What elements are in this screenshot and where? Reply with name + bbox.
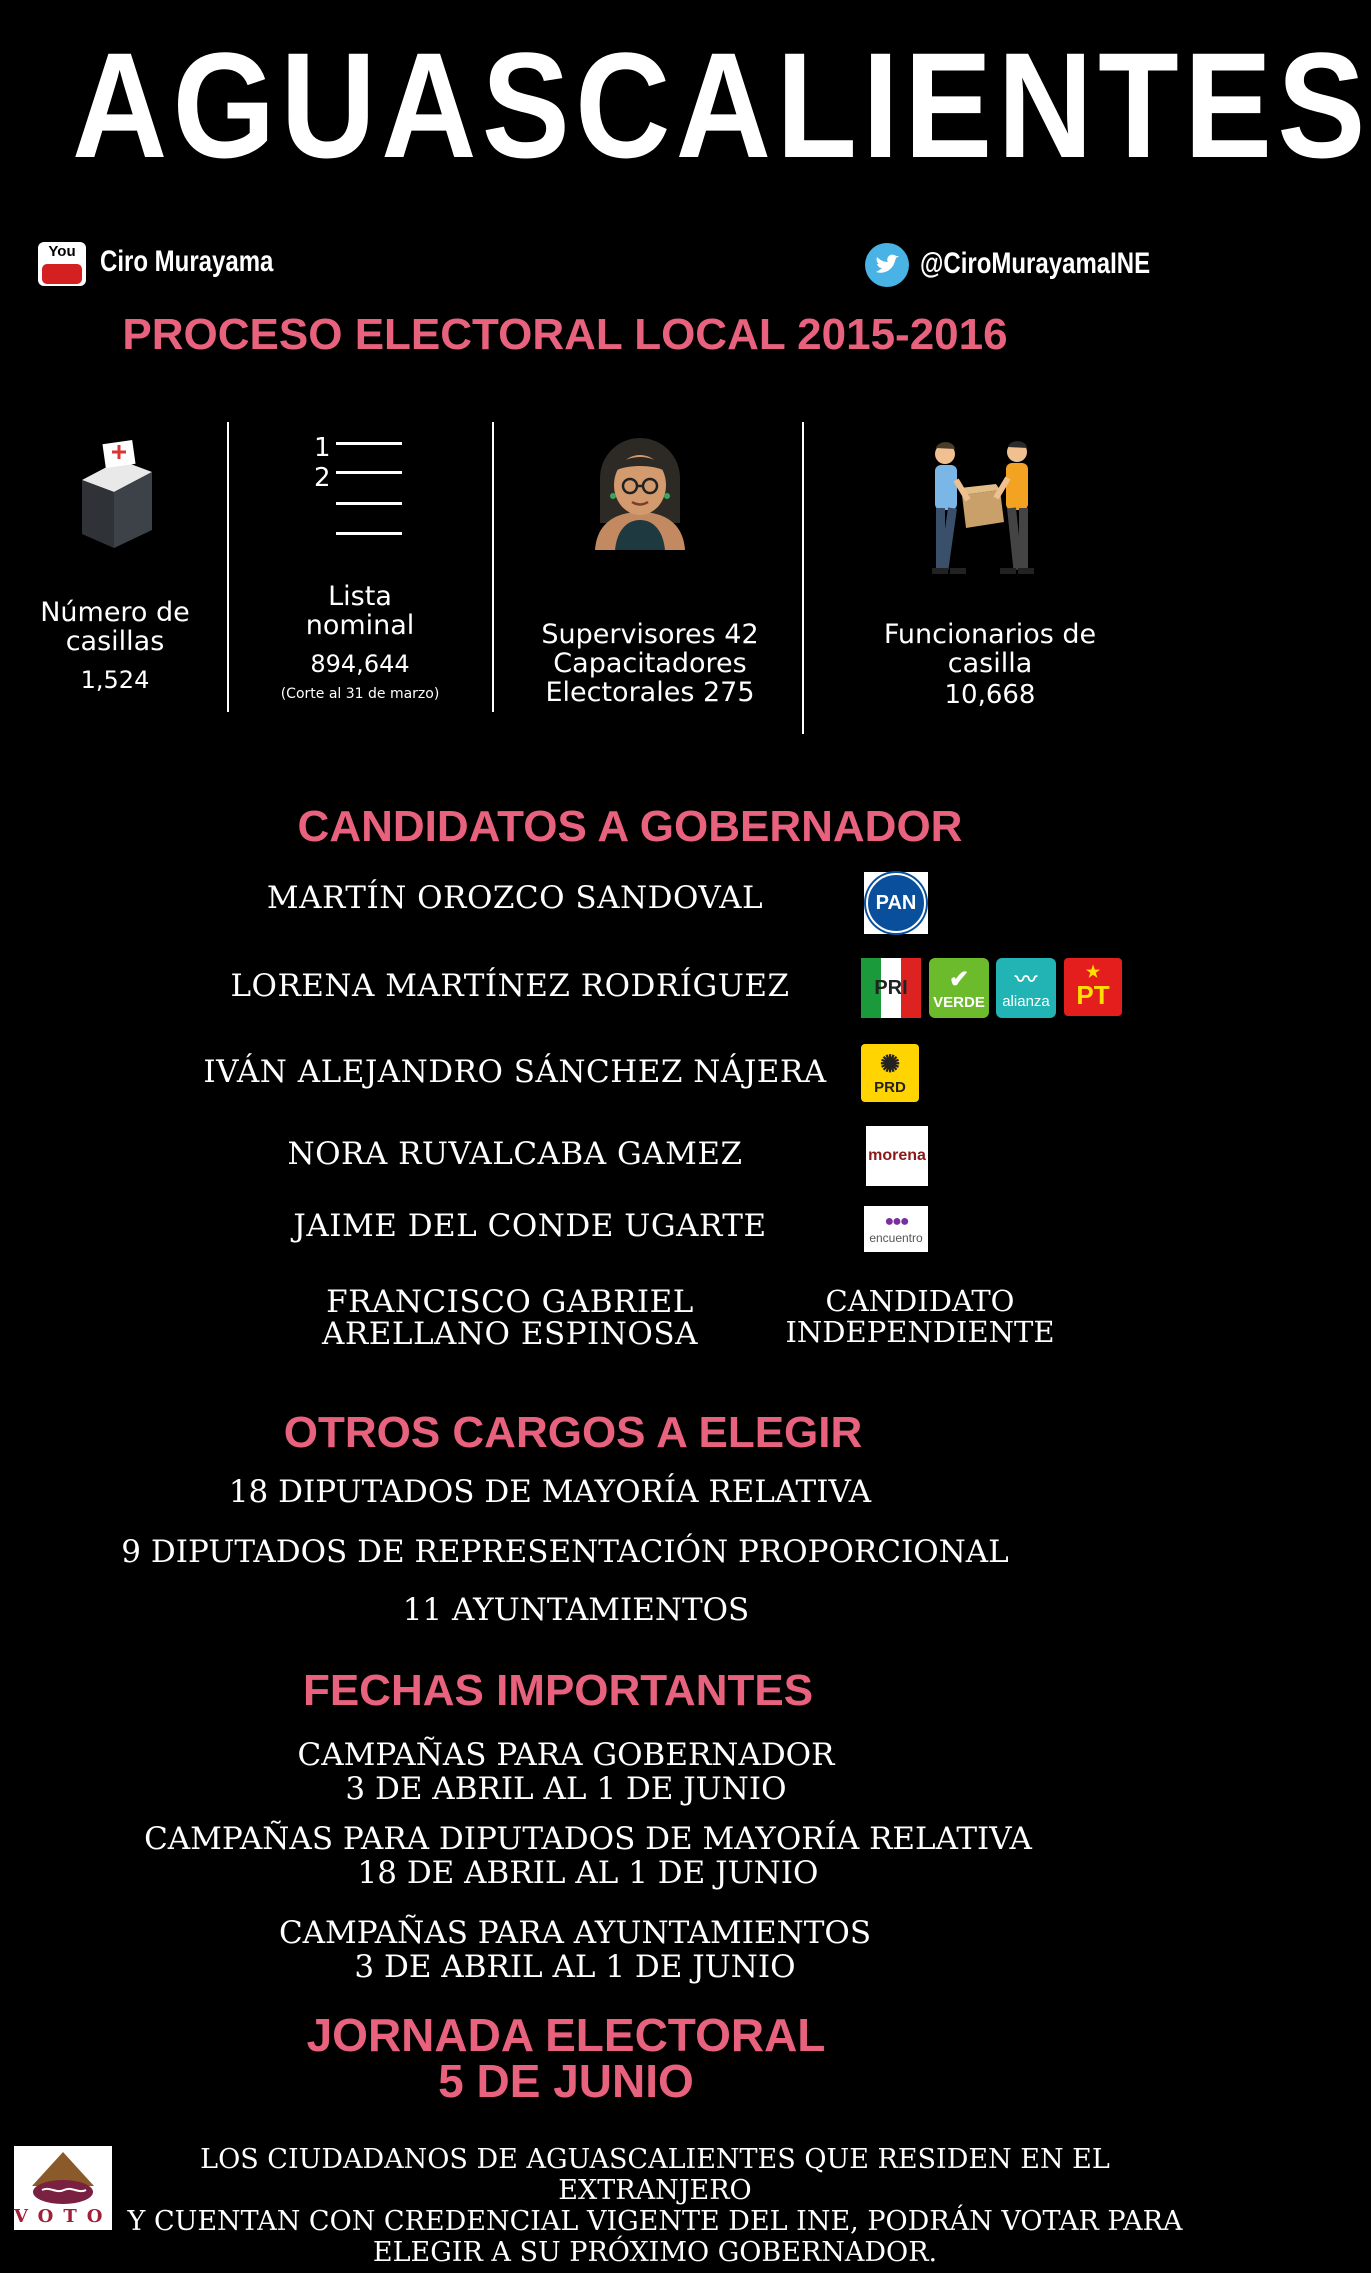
candidate-name: LORENA MARTÍNEZ RODRÍGUEZ: [230, 968, 790, 1004]
pan-logo: PAN: [864, 872, 928, 934]
lista-value: 894,644: [310, 650, 410, 678]
svg-text:2: 2: [314, 463, 331, 493]
casillas-label-2: casillas: [65, 626, 165, 657]
stat-divider: [492, 422, 494, 712]
pri-logo: PRI: [861, 958, 921, 1018]
supervisores-line-2: Capacitadores: [553, 648, 747, 679]
casillas-label-1: Número de: [40, 597, 190, 628]
fechas-heading: FECHAS IMPORTANTES: [302, 1666, 814, 1715]
jornada-heading: JORNADA ELECTORAL 5 DE JUNIO: [306, 2009, 826, 2107]
twitter-link[interactable]: [864, 242, 1184, 290]
lista-note: (Corte al 31 de marzo): [280, 686, 440, 702]
candidate-name: NORA RUVALCABA GAMEZ: [287, 1136, 743, 1172]
stat-lista: [240, 430, 480, 710]
twitter-handle: @CiroMurayamaINE: [920, 247, 1151, 280]
fecha-item: CAMPAÑAS PARA DIPUTADOS DE MAYORÍA RELATIVA 18 DE ABRIL AL 1 DE JUNIO: [144, 1821, 1032, 1891]
stat-casillas: [20, 430, 210, 710]
youtube-link[interactable]: [38, 240, 278, 288]
candidate-name: JAIME DEL CONDE UGARTE: [293, 1208, 767, 1244]
supervisores-line-1: Supervisores 42: [541, 619, 759, 650]
otros-cargos-heading: OTROS CARGOS A ELEGIR: [283, 1408, 863, 1457]
fecha-item: CAMPAÑAS PARA GOBERNADOR 3 DE ABRIL AL 1 DE JUNIO: [297, 1737, 835, 1807]
nueva-alianza-logo: 〰 alianza: [996, 958, 1056, 1018]
page-title: AGUASCALIENTES: [72, 21, 1371, 189]
morena-logo: morena: [866, 1126, 928, 1186]
youtube-name: Ciro Murayama: [100, 245, 274, 278]
cargo-item: 18 DIPUTADOS DE MAYORÍA RELATIVA: [228, 1474, 872, 1510]
cargo-item: 9 DIPUTADOS DE REPRESENTACIÓN PROPORCIONAL: [121, 1534, 1009, 1570]
numbered-list-icon: [312, 430, 412, 540]
funcionarios-value: 10,668: [944, 680, 1036, 710]
lista-label-1: Lista: [328, 581, 392, 612]
lista-label-2: nominal: [305, 610, 415, 641]
footer-message: LOS CIUDADANOS DE AGUASCALIENTES QUE RESIDEN EN EL EXTRANJERO Y CUENTAN CON CREDENCIAL VIGENTE DEL INE, PODRÁN VOTAR PARA ELEGIR A SU PRÓXIMO GOBERNADOR.: [127, 2144, 1183, 2268]
voto-logo: VOTO: [14, 2146, 112, 2230]
pt-logo: ★ PT: [1064, 958, 1122, 1016]
youtube-icon: You: [38, 242, 86, 286]
twitter-bird-icon: [864, 242, 910, 288]
globe-ballot-icon: [14, 2146, 112, 2208]
woman-avatar-icon: [585, 430, 695, 550]
stat-funcionarios: [840, 440, 1130, 720]
encuentro-social-logo: ●●● encuentro: [864, 1206, 928, 1252]
funcionarios-label-2: casilla: [947, 648, 1033, 679]
candidate-name: FRANCISCO GABRIEL ARELLANO ESPINOSA: [322, 1284, 698, 1352]
cargo-item: 11 AYUNTAMIENTOS: [402, 1592, 750, 1628]
stat-divider: [227, 422, 229, 712]
casillas-value: 1,524: [80, 666, 150, 694]
funcionarios-label-1: Funcionarios de: [883, 619, 1097, 650]
supervisores-line-3: Electorales 275: [545, 677, 755, 708]
candidatos-heading: CANDIDATOS A GOBERNADOR: [297, 802, 963, 851]
fecha-item: CAMPAÑAS PARA AYUNTAMIENTOS 3 DE ABRIL AL 1 DE JUNIO: [278, 1915, 872, 1985]
process-title: PROCESO ELECTORAL LOCAL 2015-2016: [122, 310, 1008, 359]
handshake-delivery-icon: [912, 440, 1052, 590]
candidato-independiente-label: CANDIDATO INDEPENDIENTE: [785, 1284, 1055, 1349]
verde-logo: ✔ VERDE: [929, 958, 989, 1018]
candidate-name: IVÁN ALEJANDRO SÁNCHEZ NÁJERA: [203, 1054, 827, 1090]
stat-supervisores: [505, 430, 795, 710]
prd-logo: ✺ PRD: [861, 1044, 919, 1102]
ballot-box-icon: [72, 430, 162, 550]
stat-divider: [802, 422, 804, 734]
svg-text:1: 1: [314, 433, 331, 463]
candidate-name: MARTÍN OROZCO SANDOVAL: [266, 880, 764, 916]
